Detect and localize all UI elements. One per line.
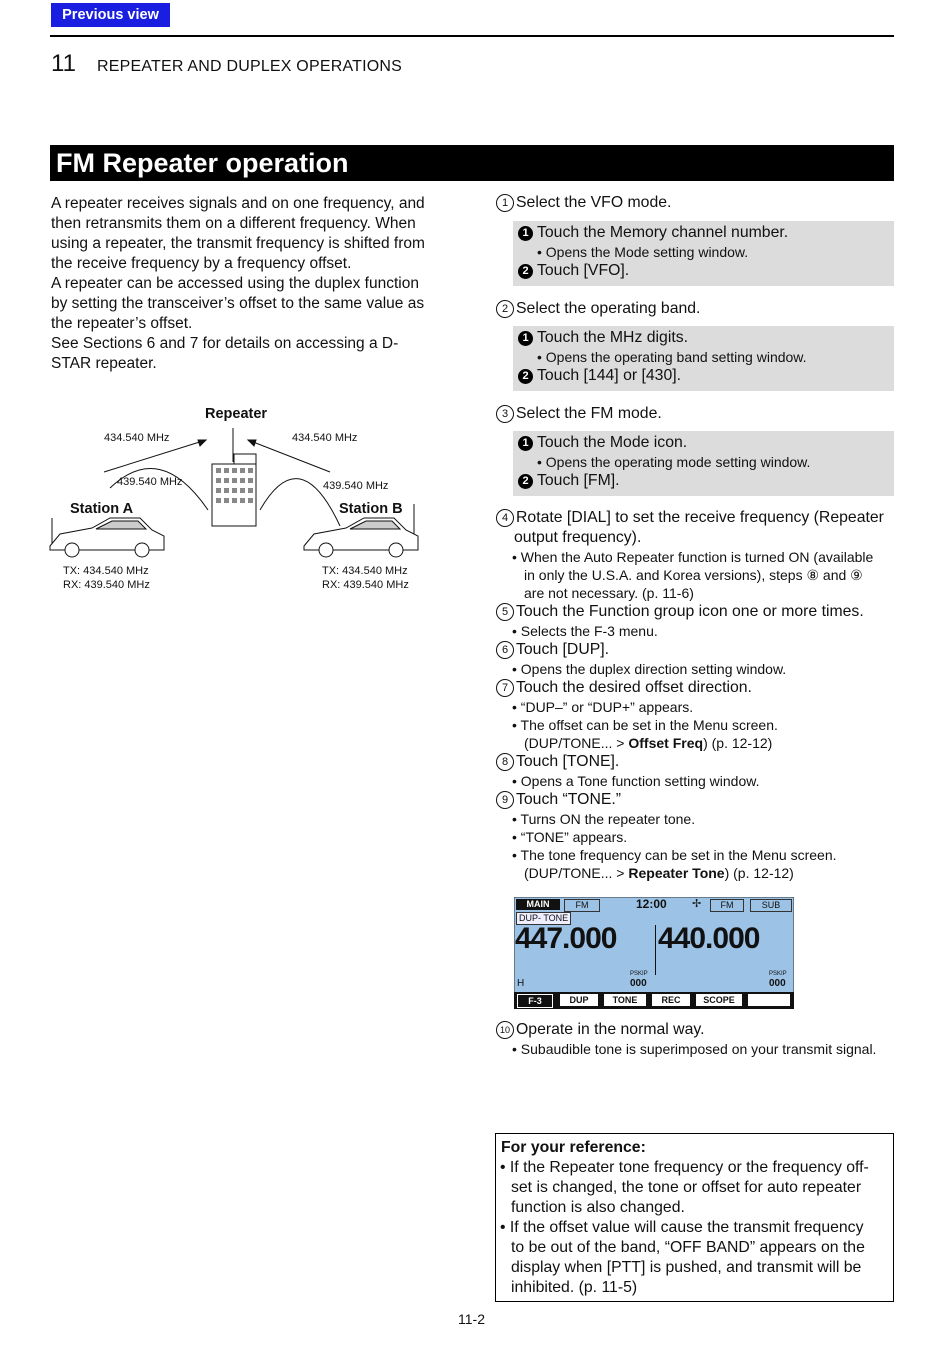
scope-button[interactable]: SCOPE	[696, 994, 742, 1006]
substep-text: Touch [144] or [430].	[537, 367, 682, 384]
band-divider	[655, 925, 656, 975]
reference-line: • If the Repeater tone frequency or the frequency off-	[500, 1159, 869, 1176]
substep-number: 1	[518, 226, 533, 241]
step-8	[496, 753, 619, 771]
step-2	[496, 300, 700, 318]
step-number: 1	[496, 194, 514, 212]
substep-number: 1	[518, 436, 533, 451]
clock-time: 12:00	[636, 897, 667, 911]
menu-path	[524, 865, 794, 881]
step-text: Touch the desired offset direction.	[516, 679, 752, 696]
step-bullet: • Selects the F-3 menu.	[512, 623, 658, 639]
substep-bullet: • Opens the operating band setting window.	[537, 349, 807, 365]
station-b-label: Station B	[339, 501, 403, 517]
reference-line: display when [PTT] is pushed, and transmit will be	[511, 1259, 862, 1276]
substep-number: 2	[518, 264, 533, 279]
menu-path	[524, 735, 772, 751]
chapter-title: REPEATER AND DUPLEX OPERATIONS	[97, 58, 403, 75]
station-a-tx: TX: 434.540 MHz	[63, 565, 149, 577]
substep-text: Touch [VFO].	[537, 262, 630, 279]
reference-line: to be out of the band, “OFF BAND” appears on the	[511, 1239, 865, 1256]
gps-icon: ✢	[692, 898, 702, 910]
uplink-arrow-left	[104, 440, 206, 472]
step-bullet: • The tone frequency can be set in the Menu screen.	[512, 847, 837, 863]
substep-text: Touch the Mode icon.	[537, 434, 688, 451]
step-text: Touch “TONE.”	[516, 791, 622, 808]
substep-text: Touch the MHz digits.	[537, 329, 689, 346]
f3-button[interactable]: F-3	[517, 994, 553, 1008]
memory-channel-right: 000	[769, 978, 786, 989]
step-bullet: • Turns ON the repeater tone.	[512, 811, 696, 827]
step-bullet: • The offset can be set in the Menu screen.	[512, 717, 778, 733]
step-3	[496, 405, 662, 423]
step-text: Touch [TONE].	[516, 753, 620, 770]
substep-text: Touch the Memory channel number.	[537, 224, 789, 241]
intro-line: using a repeater, the transmit frequency is shifted from	[51, 235, 425, 252]
rec-button[interactable]: REC	[652, 994, 690, 1006]
menu-path-prefix: (DUP/TONE... >	[524, 735, 629, 751]
substep-bullet: • Opens the Mode setting window.	[537, 244, 749, 260]
intro-line: then retransmits them on a different frequency. When	[51, 215, 416, 232]
menu-item-offset-freq: Offset Freq	[628, 735, 704, 751]
freq-label: 434.540 MHz	[292, 432, 358, 444]
step-bullet: • When the Auto Repeater function is turned ON (available	[512, 549, 874, 565]
substep-number: 2	[518, 474, 533, 489]
substep-number: 2	[518, 369, 533, 384]
step-bullet: • “DUP–” or “DUP+” appears.	[512, 699, 694, 715]
repeater-label: Repeater	[205, 406, 268, 422]
step-1	[496, 194, 671, 212]
substep	[518, 224, 788, 242]
step-number: 4	[496, 509, 514, 527]
step-5	[496, 603, 864, 621]
dup-tone-indicator: DUP- TONE	[516, 912, 571, 925]
step-bullet: • Opens a Tone function setting window.	[512, 773, 760, 789]
transceiver-display	[514, 897, 794, 1009]
step-text: Select the VFO mode.	[516, 194, 672, 211]
page-number: 11-2	[458, 1311, 485, 1327]
reference-line: inhibited. (p. 11-5)	[511, 1279, 638, 1296]
substep	[518, 434, 687, 452]
chapter-number: 11	[51, 50, 76, 77]
step-bullet: • Opens the duplex direction setting window.	[512, 661, 787, 677]
menu-path-suffix: ) (p. 12-12)	[724, 865, 794, 881]
step-text-continued: output frequency).	[514, 529, 642, 546]
reference-line: • If the offset value will cause the transmit frequency	[500, 1219, 864, 1236]
reference-line: set is changed, the tone or offset for auto repeater	[511, 1179, 862, 1196]
substep	[518, 472, 620, 490]
repeater-diagram	[40, 400, 440, 600]
station-a-rx: RX: 439.540 MHz	[63, 579, 150, 591]
step-text: Touch the Function group icon one or more times.	[516, 603, 864, 620]
freq-label: 439.540 MHz	[323, 480, 389, 492]
step-number: 3	[496, 405, 514, 423]
mode-right[interactable]: FM	[710, 899, 744, 912]
intro-line: A repeater can be accessed using the duplex function	[51, 275, 419, 292]
step-text: Rotate [DIAL] to set the receive frequency (Repeater	[516, 509, 884, 526]
step-number: 2	[496, 300, 514, 318]
intro-line: A repeater receives signals and on one frequency, and	[51, 195, 425, 212]
step-number: 8	[496, 753, 514, 771]
intro-line: by setting the transceiver’s offset to the same value as	[51, 295, 425, 312]
step-number: 7	[496, 679, 514, 697]
substep	[518, 367, 681, 385]
header-divider	[50, 35, 894, 37]
step-4	[496, 509, 884, 527]
reference-line: function is also changed.	[511, 1199, 685, 1216]
intro-line: the repeater’s offset.	[51, 315, 193, 332]
substep-bullet: • Opens the operating mode setting window.	[537, 454, 811, 470]
step-bullet: • Subaudible tone is superimposed on your transmit signal.	[512, 1041, 877, 1057]
dup-button[interactable]: DUP	[560, 994, 598, 1006]
step-bullet-continued: in only the U.S.A. and Korea versions), steps ⑧ and ⑨	[524, 567, 863, 583]
step-7	[496, 679, 752, 697]
freq-label: 434.540 MHz	[104, 432, 170, 444]
repeater-building	[212, 464, 256, 526]
sub-frequency[interactable]: 440.000	[658, 922, 760, 955]
substep-number: 1	[518, 331, 533, 346]
blank-softkey[interactable]	[748, 994, 790, 1006]
step-number: 10	[496, 1021, 514, 1039]
pskip-label: PSKIP	[630, 971, 648, 977]
tone-button[interactable]: TONE	[604, 994, 646, 1006]
pskip-label: PSKIP	[769, 971, 787, 977]
power-level: H	[517, 978, 525, 989]
car-icon-station-a	[50, 518, 164, 557]
section-title: FM Repeater operation	[56, 148, 349, 178]
step-number: 6	[496, 641, 514, 659]
step-10	[496, 1021, 704, 1039]
freq-label: 439.540 MHz	[117, 476, 183, 488]
substep-text: Touch [FM].	[537, 472, 620, 489]
step-text: Touch [DUP].	[516, 641, 610, 658]
step-bullet: • “TONE” appears.	[512, 829, 628, 845]
step-6	[496, 641, 609, 659]
reference-title: For your reference:	[501, 1139, 646, 1156]
step-number: 9	[496, 791, 514, 809]
menu-path-suffix: ) (p. 12-12)	[703, 735, 773, 751]
step-9	[496, 791, 621, 809]
substep	[518, 262, 629, 280]
intro-line: See Sections 6 and 7 for details on accessing a D-	[51, 335, 399, 352]
station-a-label: Station A	[70, 501, 134, 517]
sub-tag[interactable]: SUB	[750, 899, 792, 912]
substep	[518, 329, 688, 347]
main-frequency[interactable]: 447.000	[515, 922, 617, 955]
uplink-arrow-right	[248, 440, 330, 472]
step-text: Operate in the normal way.	[516, 1021, 705, 1038]
step-text: Select the operating band.	[516, 300, 701, 317]
station-b-tx: TX: 434.540 MHz	[322, 565, 408, 577]
step-number: 5	[496, 603, 514, 621]
step-text: Select the FM mode.	[516, 405, 662, 422]
previous-view-button[interactable]: Previous view	[51, 3, 170, 27]
menu-item-repeater-tone: Repeater Tone	[628, 865, 725, 881]
step-bullet-continued: are not necessary. (p. 11-6)	[524, 585, 694, 601]
intro-line: STAR repeater.	[51, 355, 157, 372]
main-tag[interactable]: MAIN	[516, 899, 560, 910]
reference-box	[495, 1133, 894, 1302]
memory-channel-left: 000	[630, 978, 647, 989]
menu-path-prefix: (DUP/TONE... >	[524, 865, 629, 881]
intro-line: the receive frequency by a frequency offset.	[51, 255, 352, 272]
station-b-rx: RX: 439.540 MHz	[322, 579, 409, 591]
mode-left[interactable]: FM	[564, 899, 600, 912]
